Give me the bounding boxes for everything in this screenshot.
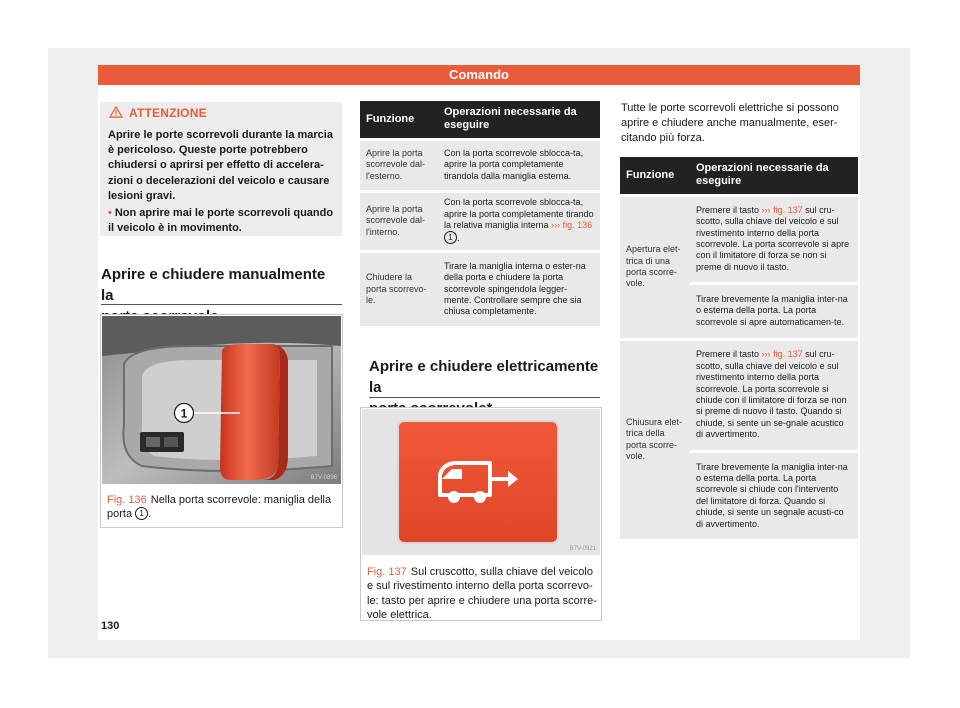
table-cell-operation: Tirare la maniglia interna o ester-na della porta e chiudere la porta scorrevole spingendola legger-mente. Controllare sempre che sia chiusa completamente. (438, 251, 600, 326)
warning-heading-text: ATTENZIONE (129, 106, 207, 120)
bullet-dot: • (108, 207, 112, 220)
header-title: Comando (449, 67, 509, 82)
table-cell-function: Chiudere la porta scorrevo-le. (360, 251, 438, 326)
figure-136-caption-line2: porta (107, 508, 133, 521)
table-header-funzione: Funzione (620, 157, 690, 195)
warning-bullet (108, 206, 336, 236)
operation-text: sul cru-scotto, sulla chiave del veicolo e sul rivestimento interno della porta scorrevole. La porta scorrevole si chiude con il limitatore di forza se non si preme di nuovo il tasto. Quando si chiude, si sente un se-gnale acustico di avvertimento. (696, 349, 847, 440)
table-electric (620, 157, 858, 539)
warning-bullet-text: Non aprire mai le porte scorrevoli quando il veicolo è in movimento. (108, 207, 334, 235)
figure-137-image (362, 409, 600, 555)
figure-137-caption (367, 565, 597, 623)
reference-arrows: ››› (551, 220, 561, 230)
table-cell-function: Aprire la porta scorrevole dal-l'interno. (360, 191, 438, 251)
figure-136-callout: 1 (180, 406, 188, 421)
table-header-operazioni: Operazioni necessarie da eseguire (438, 101, 600, 139)
figure-reference-link[interactable]: fig. 136 (562, 220, 593, 230)
table-cell-operation (690, 339, 858, 451)
warning-heading (108, 106, 207, 120)
figure-137 (360, 407, 602, 621)
table-row (620, 195, 858, 283)
callout-badge: 1 (444, 231, 457, 244)
operation-text: Premere il tasto (696, 204, 760, 215)
section-underline-electric (369, 397, 600, 398)
figure-136 (100, 314, 343, 528)
callout-badge: 1 (135, 507, 148, 520)
door-handle-illustration (102, 316, 341, 484)
figure-136-caption-line1: Nella porta scorrevole: maniglia della (150, 494, 332, 506)
warning-triangle-icon (108, 106, 124, 118)
figure-reference-link[interactable]: fig. 137 (773, 349, 803, 360)
operation-text: Con la porta scorrevole sblocca-ta, aprire la porta completamente tirando la relativa maniglia interna (444, 197, 594, 230)
section-underline-manual (101, 304, 342, 305)
table-row (360, 139, 600, 191)
reference-arrows: ››› (761, 349, 771, 360)
table-header-operazioni: Operazioni necessarie da eseguire (690, 157, 858, 195)
table-cell-operation: Tirare brevemente la maniglia inter-na o esterna della porta. La porta scorrevole si apre automaticamen-te. (690, 283, 858, 339)
section-title-manual-line1: Aprire e chiudere manualmente la (101, 266, 326, 304)
intro-paragraph: Tutte le porte scorrevoli elettriche si possono aprire e chiudere anche manualmente, eser-citando più forza. (621, 102, 839, 144)
table-header-row (620, 157, 858, 195)
table-header-funzione: Funzione (360, 101, 438, 139)
reference-arrows: ››› (761, 204, 771, 215)
table-cell-operation: Tirare brevemente la maniglia inter-na o esterna della porta. La porta scorrevole si chiude con l'intervento del limitatore di forza. Quando si chiude, si sente un segnale acusti-co di avvertimento. (690, 451, 858, 539)
table-header-row (360, 101, 600, 139)
warning-text: Aprire le porte scorrevoli durante la marcia è pericoloso. Queste porte potrebbero chiudersi o aprirsi per effetto di accelera-zioni o decelerazioni del veicolo e causare lesioni gravi. (108, 129, 333, 202)
figure-136-caption: Fig. 136 Nella porta scorrevole: maniglia della porta 1 . (107, 494, 332, 521)
table-row (620, 339, 858, 451)
figure-137-code: B7V-0921 (569, 546, 596, 552)
operation-text: sul cru-scotto, sulla chiave del veicolo e sul rivestimento interno della porta scorrevole. La porta scorrevole si apre con il limitatore di forza se non si preme di nuovo il tasto. (696, 204, 850, 272)
table-cell-operation: Con la porta scorrevole sblocca-ta, aprire la porta completamente tirandola dalla maniglia esterna. (438, 139, 600, 191)
table-cell-function: Aprire la porta scorrevole dal-l'esterno. (360, 139, 438, 191)
figure-reference-link[interactable]: fig. 137 (773, 204, 803, 215)
table-cell-operation: Con la porta scorrevole sblocca-ta, aprire la porta completamente tirando la relativa maniglia interna ››› fig. 136 1 . (438, 191, 600, 251)
figure-136-label: Fig. 136 (107, 494, 147, 506)
figure-136-code: B7V-0896 (310, 475, 337, 481)
table-cell-function: Chiusura elet-trica della porta scorre-vole. (620, 339, 690, 539)
header-bar (98, 65, 860, 85)
figure-137-caption-text: Sul cruscotto, sulla chiave del veicolo e sul rivestimento interno della porta scorrevo-le: tasto per aprire e chiudere una porta scorre-vole elettrica. (367, 566, 597, 622)
page-number: 130 (101, 620, 120, 632)
warning-body (108, 128, 336, 236)
table-cell-function: Apertura elet-trica di una porta scorre-vole. (620, 195, 690, 339)
table-cell-operation (690, 195, 858, 283)
figure-136-image (102, 316, 341, 484)
operation-text: Premere il tasto (696, 349, 760, 360)
section-title-electric-line1: Aprire e chiudere elettricamente la (369, 358, 599, 396)
table-row (360, 251, 600, 326)
table-row (360, 191, 600, 251)
figure-137-label: Fig. 137 (367, 566, 407, 578)
warning-box (100, 102, 342, 236)
sliding-door-button-illustration (362, 409, 600, 555)
table-manual (360, 101, 600, 326)
